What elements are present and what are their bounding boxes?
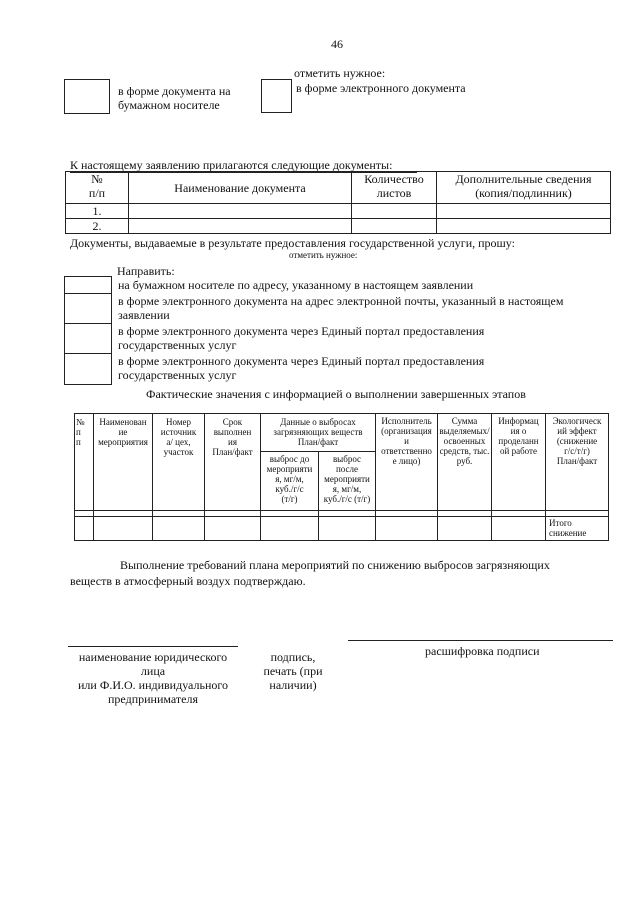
option-email-checkbox[interactable] (64, 293, 112, 325)
option-email-label-1: в форме электронного документа на адрес электронной почты, указанный в настоящем (118, 294, 564, 308)
electronic-label: в форме электронного документа (296, 81, 466, 95)
facts-header-num: № п п (76, 417, 85, 447)
option-portal-label-2a: в форме электронного документа через Единый портал предоставления (118, 354, 485, 368)
header-num: № п/п (66, 172, 129, 204)
result-note: отметить нужное: (289, 250, 358, 260)
name-signature-line[interactable] (68, 646, 238, 647)
page-number: 46 (331, 37, 343, 51)
facts-header-source: Номер источник а/ цех, участок (160, 417, 197, 457)
paper-label-1: в форме документа на (118, 84, 231, 98)
facts-header-term: Срок выполнен ия План/факт (212, 417, 253, 457)
row-num: 1. (66, 204, 129, 219)
facts-header-name: Наименован ие мероприятия (98, 417, 148, 447)
option-email-label-2: заявлении (118, 308, 170, 322)
name-caption: наименование юридического лица или Ф.И.О. индивидуального предпринимателя (78, 650, 228, 706)
option-portal-label-2b: государственных услуг (118, 368, 237, 382)
facts-header-emissions: Данные о выбросах загрязняющих веществ План/факт (273, 417, 363, 447)
table-row (66, 219, 611, 234)
sign-caption: подпись, печать (при наличии) (263, 650, 323, 692)
row-info-cell[interactable] (437, 219, 611, 234)
paper-label-2: бумажном носителе (118, 98, 220, 112)
header-info: Дополнительные сведения (копия/подлинник) (437, 172, 611, 204)
confirm-line-1: Выполнение требований плана мероприятий по снижению выбросов загрязняющих (120, 558, 550, 572)
option-portal-label-1a: в форме электронного документа через Единый портал предоставления (118, 324, 485, 338)
row-qty-cell[interactable] (352, 219, 437, 234)
option-portal-checkbox-1[interactable] (64, 323, 112, 355)
row-num: 2. (66, 219, 129, 234)
paper-checkbox[interactable] (64, 79, 110, 114)
row-name-cell[interactable] (129, 219, 352, 234)
facts-total: Итого снижение (549, 518, 587, 538)
facts-title: Фактические значения с информацией о выполнении завершенных этапов (146, 387, 526, 401)
choice-note: отметить нужное: (294, 66, 386, 80)
row-info-cell[interactable] (437, 204, 611, 219)
result-intro: Документы, выдаваемые в результате предоставления государственной услуги, прошу: (70, 236, 515, 250)
facts-header-executor: Исполнитель (организация и ответственно е лицо) (381, 416, 432, 466)
row-qty-cell[interactable] (352, 204, 437, 219)
attached-documents-table (65, 171, 611, 234)
option-paper-label: на бумажном носителе по адресу, указанному в настоящем заявлении (118, 278, 474, 292)
option-portal-label-1b: государственных услуг (118, 338, 237, 352)
electronic-checkbox[interactable] (261, 79, 292, 113)
attached-intro: К настоящему заявлению прилагаются следующие документы: (70, 158, 393, 172)
direct-label: Направить: (117, 264, 175, 278)
table-row (66, 204, 611, 219)
header-qty: Количество листов (352, 172, 437, 204)
facts-header-sum: Сумма выделяемых/ освоенных средств, тыс. руб. (439, 416, 490, 466)
facts-header-before: выброс до мероприяти я, мг/м, куб./г/с (т/г) (266, 454, 313, 504)
confirm-line-2: веществ в атмосферный воздух подтверждаю. (70, 574, 306, 588)
option-portal-checkbox-2[interactable] (64, 353, 112, 385)
header-name: Наименование документа (129, 172, 352, 204)
row-name-cell[interactable] (129, 204, 352, 219)
facts-header-info: Информац ия о проделанн ой работе (498, 416, 539, 456)
decode-caption: расшифровка подписи (425, 644, 540, 658)
facts-header-after: выброс после мероприяти я, мг/м, куб./г/с (т/г) (323, 454, 371, 504)
decode-signature-line[interactable] (348, 640, 613, 641)
facts-header-eco: Экологическ ий эффект (снижение г/с/т/г) План/факт (552, 416, 602, 466)
